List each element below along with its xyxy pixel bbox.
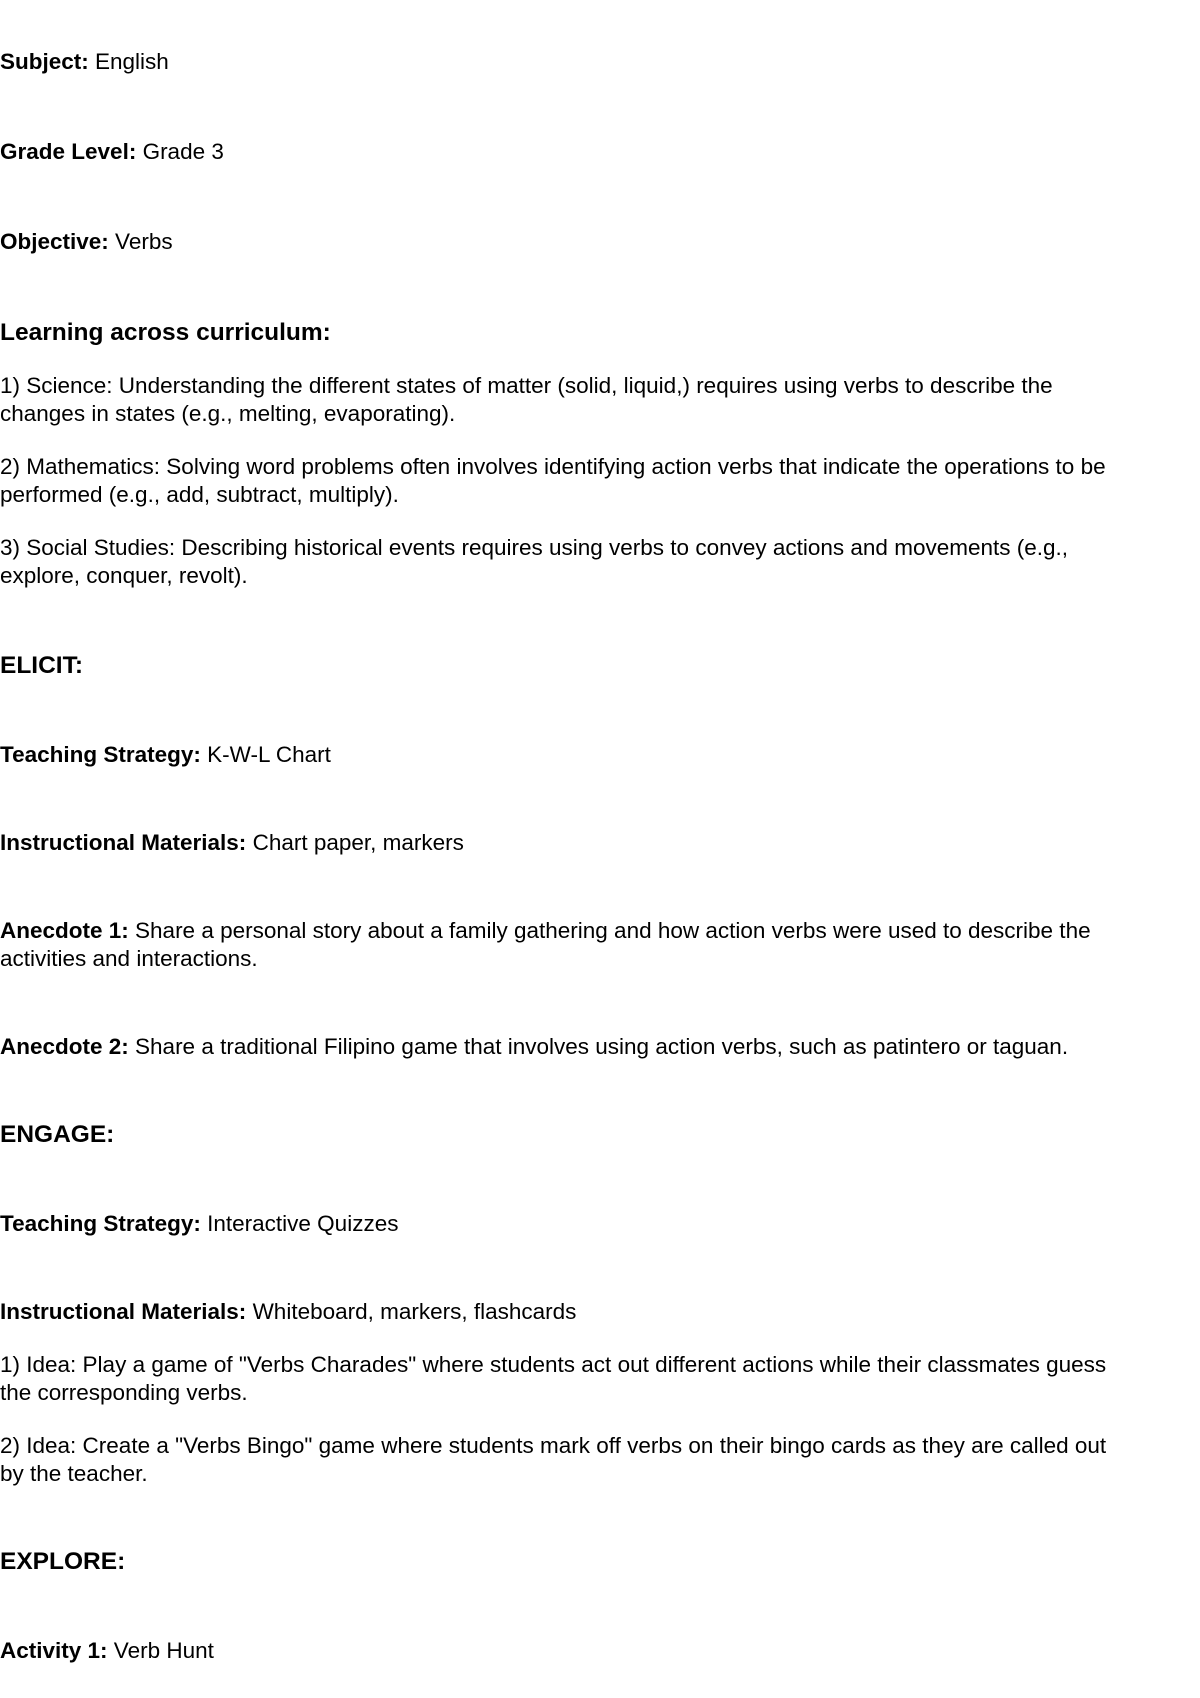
elicit-instructional-materials-line — [0, 829, 1200, 857]
elicit-heading: ELICIT: — [0, 652, 84, 679]
teaching-strategy-label: Teaching Strategy: — [0, 742, 201, 767]
instructional-materials-label: Instructional Materials: — [0, 1299, 247, 1324]
objective-value: Verbs — [108, 229, 173, 254]
activity-1-value: Verb Hunt — [107, 1638, 214, 1663]
anecdote-1-label: Anecdote 1: — [0, 918, 129, 943]
instructional-materials-value: Whiteboard, markers, flashcards — [246, 1299, 577, 1324]
objective-label: Objective: — [0, 229, 109, 254]
engage-heading: ENGAGE: — [0, 1121, 115, 1148]
grade-level-value: Grade 3 — [136, 139, 224, 164]
anecdote-1-line — [0, 917, 1200, 945]
curriculum-item-line: performed (e.g., add, subtract, multiply). — [0, 482, 399, 507]
subject-label: Subject: — [0, 49, 89, 74]
grade-level-label: Grade Level: — [0, 139, 137, 164]
instructional-materials-value: Chart paper, markers — [246, 830, 464, 855]
idea-line: 2) Idea: Create a "Verbs Bingo" game where students mark off verbs on their bingo cards as they are called out — [0, 1433, 1107, 1458]
curriculum-item-mathematics — [0, 453, 1200, 509]
engage-instructional-materials-line — [0, 1298, 1200, 1326]
anecdote-2-text: Share a traditional Filipino game that involves using action verbs, such as patintero or taguan. — [128, 1034, 1069, 1059]
curriculum-item-science — [0, 372, 1200, 428]
idea-line: the corresponding verbs. — [0, 1380, 248, 1405]
idea-line: by the teacher. — [0, 1461, 148, 1486]
anecdote-1-text: Share a personal story about a family gathering and how action verbs were used to describe the — [128, 918, 1091, 943]
curriculum-item-line: changes in states (e.g., melting, evaporating). — [0, 401, 456, 426]
activity-1-label: Activity 1: — [0, 1638, 108, 1663]
activity-1-line — [0, 1637, 1200, 1665]
idea-line: 1) Idea: Play a game of "Verbs Charades" where students act out different actions while their classmates guess — [0, 1352, 1107, 1377]
subject-value: English — [88, 49, 169, 74]
grade-level-line — [0, 138, 1200, 166]
anecdote-2-label: Anecdote 2: — [0, 1034, 129, 1059]
instructional-materials-label: Instructional Materials: — [0, 830, 247, 855]
explore-heading: EXPLORE: — [0, 1548, 126, 1575]
engage-idea-bingo — [0, 1432, 1200, 1488]
curriculum-item-line: 3) Social Studies: Describing historical events requires using verbs to convey actions and movements (e.g., — [0, 535, 1069, 560]
anecdote-1-continuation: activities and interactions. — [0, 946, 258, 971]
learning-across-curriculum-heading: Learning across curriculum: — [0, 319, 331, 346]
curriculum-item-line: 2) Mathematics: Solving word problems often involves identifying action verbs that indicate the operations to be — [0, 454, 1106, 479]
subject-line — [0, 48, 1200, 76]
curriculum-item-line: explore, conquer, revolt). — [0, 563, 248, 588]
elicit-teaching-strategy-line — [0, 741, 1200, 769]
teaching-strategy-value: Interactive Quizzes — [200, 1211, 399, 1236]
curriculum-item-line: 1) Science: Understanding the different states of matter (solid, liquid,) requires using verbs to describe the — [0, 373, 1053, 398]
teaching-strategy-label: Teaching Strategy: — [0, 1211, 201, 1236]
anecdote-2 — [0, 1033, 1200, 1061]
anecdote-1 — [0, 917, 1200, 973]
engage-teaching-strategy-line — [0, 1210, 1200, 1238]
engage-idea-charades — [0, 1351, 1200, 1407]
teaching-strategy-value: K-W-L Chart — [200, 742, 331, 767]
objective-line — [0, 228, 1200, 256]
curriculum-item-social-studies — [0, 534, 1200, 590]
